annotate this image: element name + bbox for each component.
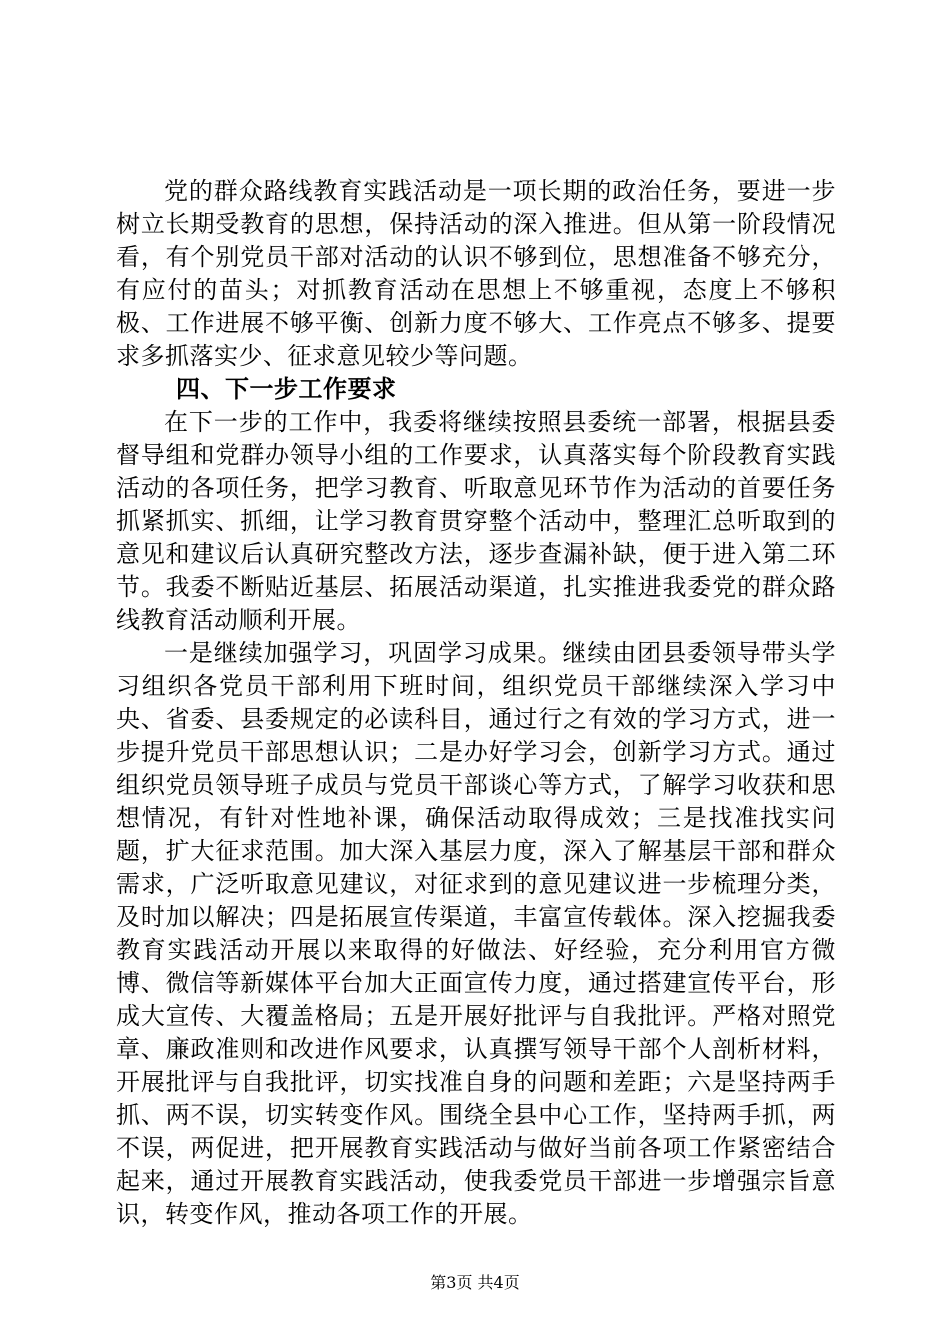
document-body xyxy=(116,175,836,1231)
page-footer: 第3页 共4页 xyxy=(430,1273,520,1292)
section-heading-next-steps: 四、下一步工作要求 xyxy=(176,375,397,403)
paragraph-problems: 党的群众路线教育实践活动是一项长期的政治任务，要进一步树立长期受教育的思想，保持活动的深入推进。但从第一阶段情况看，有个别党员干部对活动的认识不够到位，思想准备不够充分，有应付的苗头；对抓教育活动在思想上不够重视，态度上不够积极、工作进展不够平衡、创新力度不够大、工作亮点不够多、提要求多抓落实少、征求意见较少等问题。 xyxy=(116,177,836,370)
paragraph-measures: 一是继续加强学习，巩固学习成果。继续由团县委领导带头学习组织各党员干部利用下班时间，组织党员干部继续深入学习中央、省委、县委规定的必读科目，通过行之有效的学习方式，进一步提升党员干部思想认识；二是办好学习会，创新学习方式。通过组织党员领导班子成员与党员干部谈心等方式，了解学习收获和思想情况，有针对性地补课，确保活动取得成效；三是找准找实问题，扩大征求范围。加大深入基层力度，深入了解基层干部和群众需求，广泛听取意见建议，对征求到的意见建议进一步梳理分类，及时加以解决；四是拓展宣传渠道，丰富宣传载体。深入挖掘我委教育实践活动开展以来取得的好做法、好经验，充分利用官方微博、微信等新媒体平台加大正面宣传力度，通过搭建宣传平台，形成大宣传、大覆盖格局；五是开展好批评与自我批评。严格对照党章、廉政准则和改进作风要求，认真撰写领导干部个人剖析材料，开展批评与自我批评，切实找准自身的问题和差距；六是坚持两手抓、两不误，切实转变作风。围绕全县中心工作，坚持两手抓，两不误，两促进，把开展教育实践活动与做好当前各项工作紧密结合起来，通过开展教育实践活动，使我委党员干部进一步增强宗旨意识，转变作风，推动各项工作的开展。 xyxy=(116,639,836,1228)
paragraph-next-work: 在下一步的工作中，我委将继续按照县委统一部署，根据县委督导组和党群办领导小组的工作要求，认真落实每个阶段教育实践活动的各项任务，把学习教育、听取意见环节作为活动的首要任务抓紧抓实、抓细，让学习教育贯穿整个活动中，整理汇总听取到的意见和建议后认真研究整改方法，逐步查漏补缺，便于进入第二环节。我委不断贴近基层、拓展活动渠道，扎实推进我委党的群众路线教育活动顺利开展。 xyxy=(116,408,836,634)
